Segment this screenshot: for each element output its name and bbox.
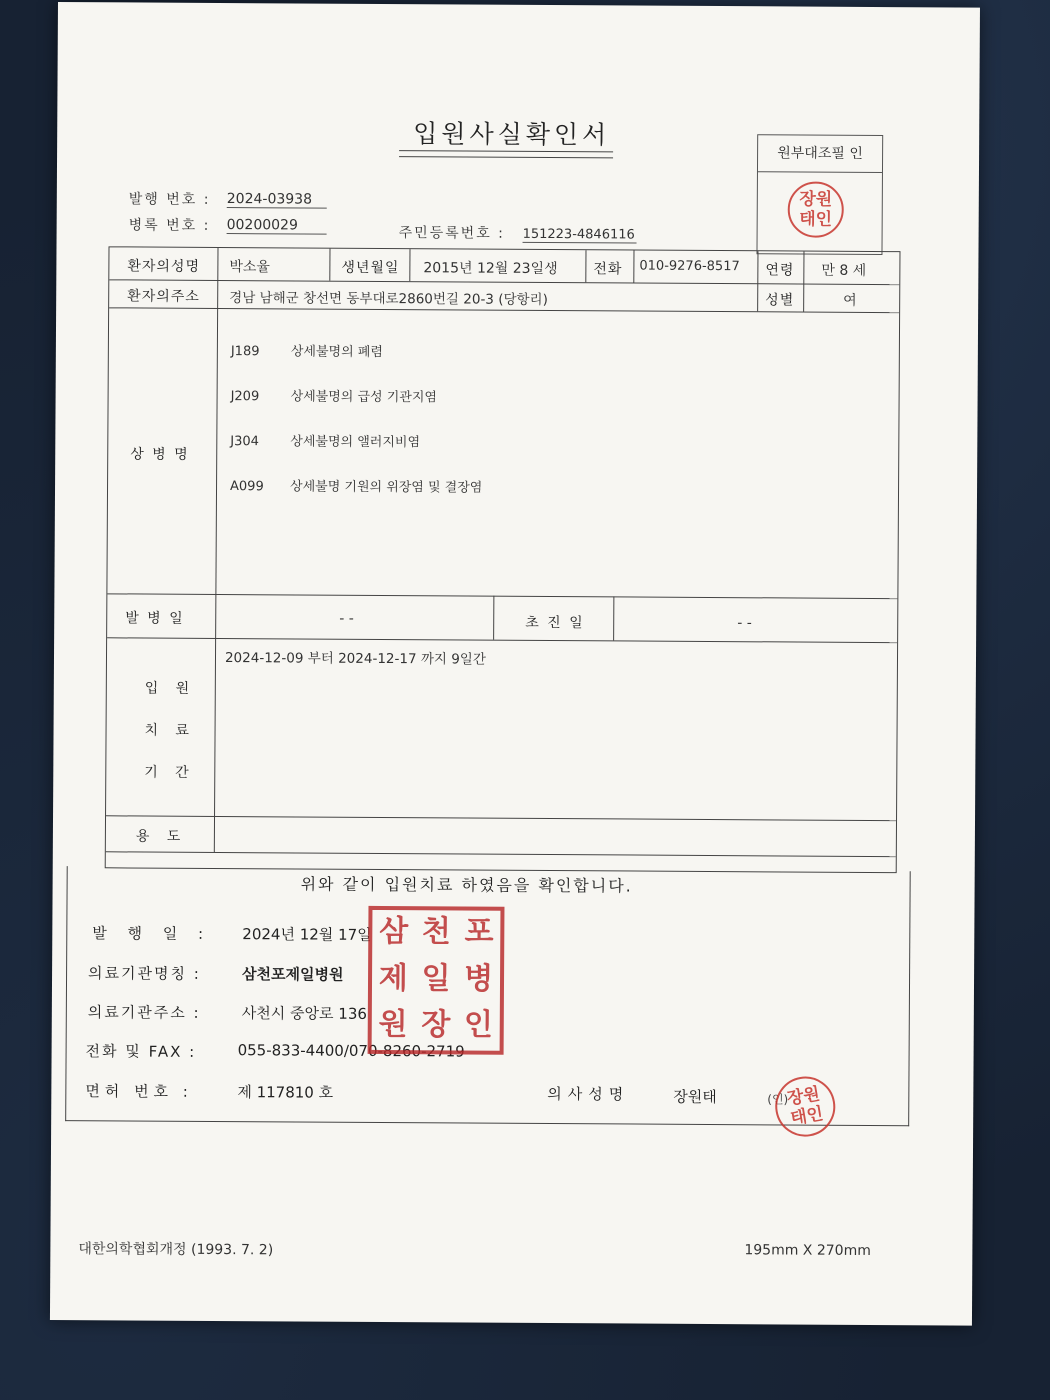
issue-number-label: 발행 번호 : xyxy=(128,191,211,208)
license-label: 면허 번호 : xyxy=(85,1082,193,1101)
patient-name-label: 환자의성명 xyxy=(127,258,201,275)
diagnosis-code: J209 xyxy=(230,389,260,405)
diagnosis-list xyxy=(230,314,484,526)
confirm-box-label: 원부대조필 인 xyxy=(758,135,882,173)
birth-label: 생년월일 xyxy=(341,259,400,277)
diagnosis-code: A099 xyxy=(229,479,264,495)
onset-label: 발 병 일 xyxy=(125,610,185,627)
seal-mark: (인) xyxy=(767,1092,789,1107)
license-number: 제 117810 호 xyxy=(237,1083,334,1102)
paper-size-note: 195mm X 270mm xyxy=(744,1242,871,1259)
hospital-seal-char: 인 xyxy=(463,1007,494,1044)
hospital-seal-char: 원 xyxy=(378,1007,408,1043)
hospital-seal-char: 일 xyxy=(421,960,451,997)
institution-address-label: 의료기관주소 : xyxy=(87,1003,201,1022)
diagnosis-item xyxy=(230,479,482,496)
patient-sex: 여 xyxy=(843,292,857,309)
diagnosis-name: 상세불명의 급성 기관지염 xyxy=(290,389,438,406)
hospital-seal xyxy=(368,906,505,1055)
hospital-seal-char: 삼 xyxy=(379,913,409,950)
resident-number-label: 주민등록번호 : xyxy=(398,225,505,242)
admission-label-3: 기 간 xyxy=(144,764,190,781)
revision-note: 대한의학협회개정 (1993. 7. 2) xyxy=(78,1241,274,1259)
diagnosis-name: 상세불명의 폐렴 xyxy=(290,344,383,360)
doctor-label: 의사성명 xyxy=(547,1085,630,1104)
purpose-label: 용 도 xyxy=(135,828,182,845)
first-visit-label: 초 진 일 xyxy=(525,614,585,632)
patient-name: 박소율 xyxy=(229,259,271,276)
patient-phone: 010-9276-8517 xyxy=(639,258,740,275)
doctor-seal-top-text: 장원태인 xyxy=(799,189,833,230)
issue-number: 2024-03938 xyxy=(227,191,327,209)
address-label: 환자의주소 xyxy=(127,288,200,305)
phone-label: 전화 xyxy=(593,261,623,278)
hospital-seal-char: 천 xyxy=(421,914,451,950)
patient-address: 경남 남해군 창선면 동부대로2860번길 20-3 (당항리) xyxy=(229,290,548,308)
phone-fax: 055-833-4400/070-8260-2719 xyxy=(237,1041,465,1061)
admission-label-2: 치 료 xyxy=(144,722,191,739)
doctor-seal-bottom-text: 장원태인 xyxy=(785,1084,825,1130)
confirm-box xyxy=(756,134,883,255)
document-title: 입원사실확인서 xyxy=(413,119,611,150)
hospital-seal-char: 장 xyxy=(421,1007,451,1043)
record-number-label: 병록 번호 : xyxy=(128,217,211,234)
doctor-name: 장원태 xyxy=(673,1087,717,1107)
institution-name: 삼천포제일병원 xyxy=(242,965,344,984)
patient-age: 만 8 세 xyxy=(821,262,867,279)
document-paper xyxy=(50,2,980,1326)
institution-address: 사천시 중앙로 136 xyxy=(241,1004,367,1023)
diagnosis-name: 상세불명 기원의 위장염 및 결장염 xyxy=(289,479,483,496)
diagnosis-label: 상 병 명 xyxy=(130,446,190,463)
diagnosis-code: J304 xyxy=(230,434,260,450)
issue-date-label: 발 행 일 : xyxy=(92,924,212,943)
diagnosis-item xyxy=(231,389,483,406)
diagnosis-item xyxy=(230,434,482,451)
birth-date: 2015년 12월 23일생 xyxy=(423,260,558,278)
sex-label: 성별 xyxy=(765,292,795,309)
hospital-seal-char: 제 xyxy=(378,960,408,996)
institution-label: 의료기관명칭 : xyxy=(88,964,201,983)
title-underline xyxy=(399,150,613,152)
diagnosis-item xyxy=(231,344,483,361)
onset-value: - - xyxy=(339,610,354,627)
title-underline-2 xyxy=(399,156,613,158)
diagnosis-name: 상세불명의 앨러지비염 xyxy=(290,434,421,451)
confirmation-text: 위와 같이 입원치료 하였음을 확인합니다. xyxy=(300,874,633,896)
diagnosis-code: J189 xyxy=(230,344,260,360)
hospital-seal-char: 포 xyxy=(464,914,494,950)
admission-label-1: 입 원 xyxy=(144,680,191,697)
first-visit-value: - - xyxy=(737,615,752,632)
resident-number: 151223-4846116 xyxy=(522,226,635,243)
issue-date: 2024년 12월 17일 xyxy=(242,925,372,944)
admission-table xyxy=(105,246,901,873)
record-number: 00200029 xyxy=(227,217,327,235)
hospital-seal-char: 병 xyxy=(464,961,494,997)
doctor-seal-top xyxy=(788,181,844,237)
admission-period: 2024-12-09 부터 2024-12-17 까지 9일간 xyxy=(224,650,486,668)
age-label: 연령 xyxy=(765,262,795,279)
phone-fax-label: 전화 및 FAX : xyxy=(85,1042,197,1061)
